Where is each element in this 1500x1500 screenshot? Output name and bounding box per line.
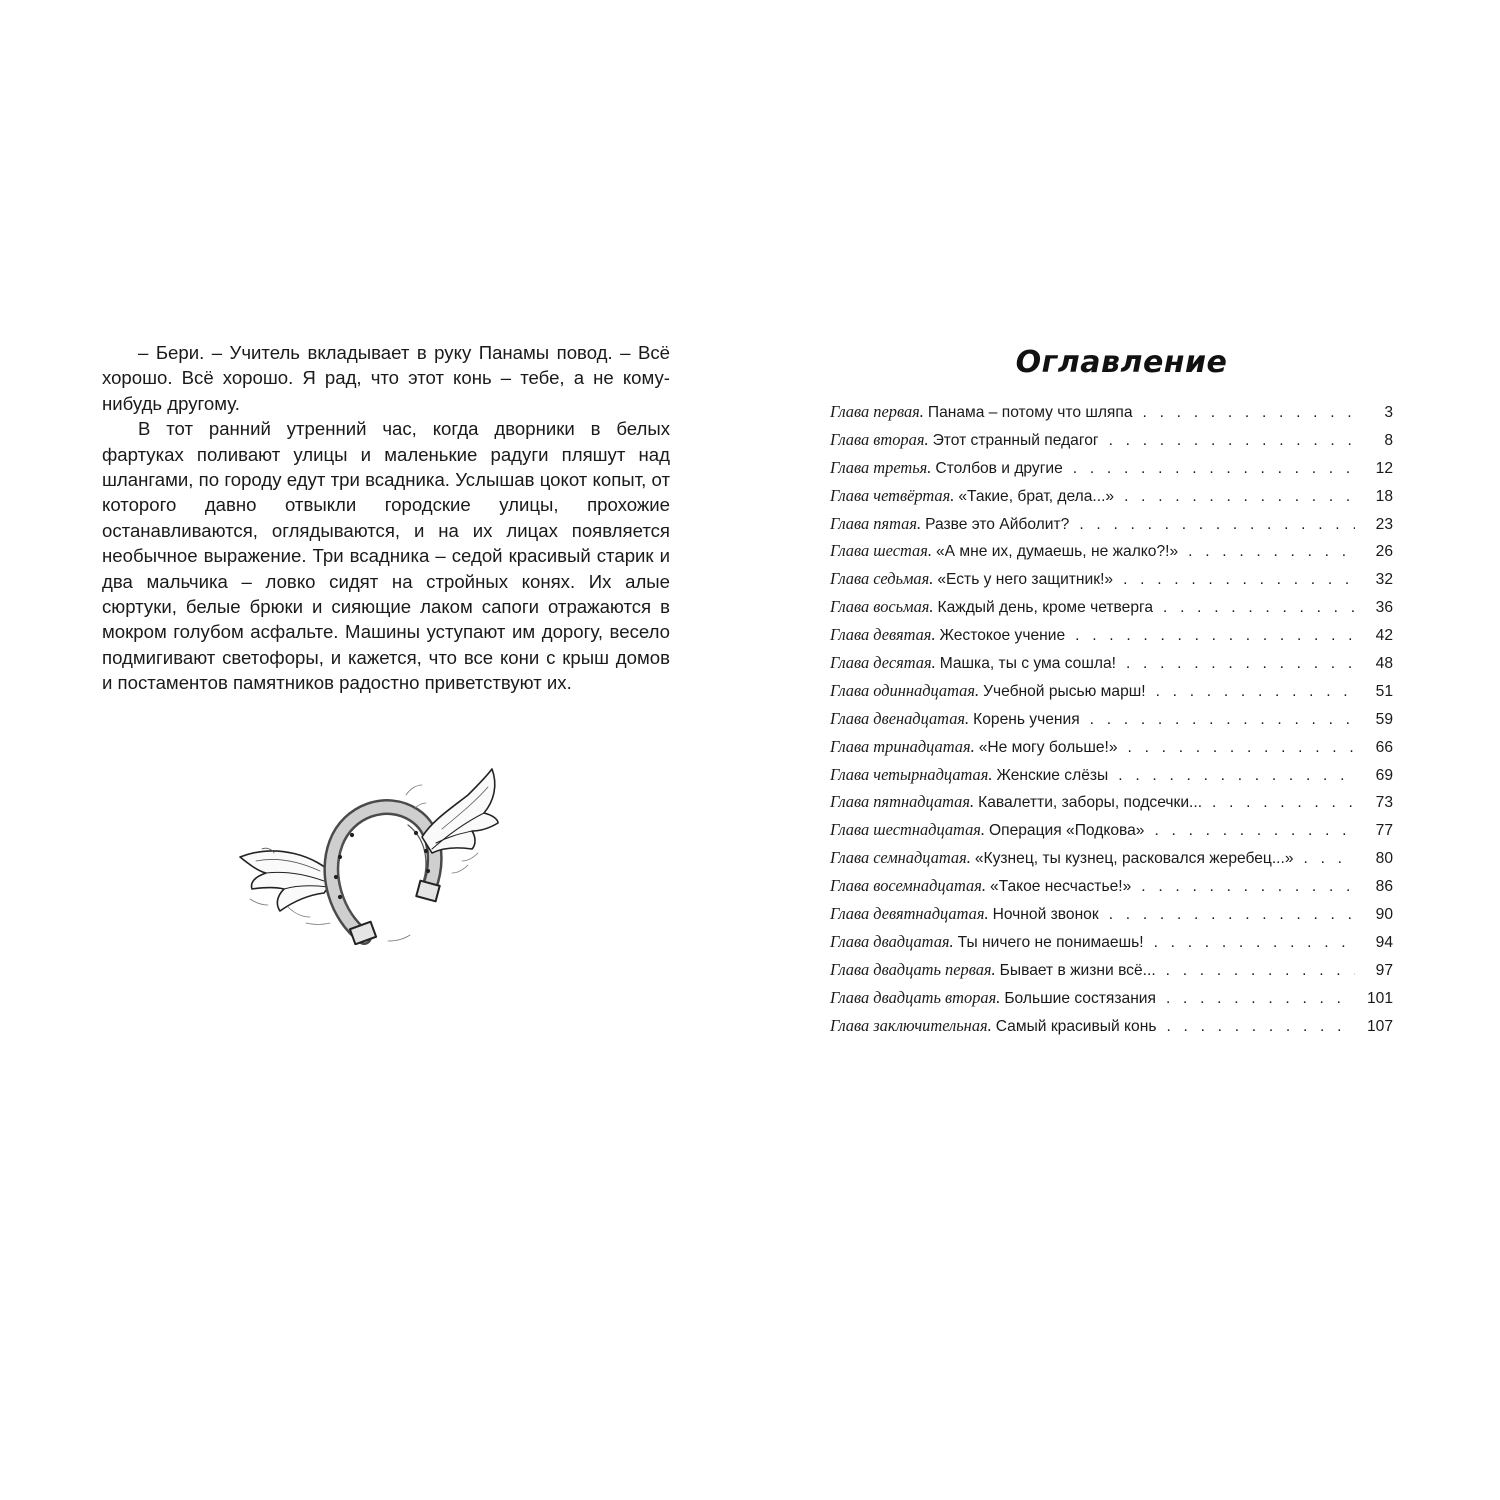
page-number: 97: [1375, 961, 1393, 979]
chapter-label-separator: .: [980, 820, 986, 840]
toc-entry: [830, 569, 1393, 597]
dot-leader: [1188, 543, 1355, 561]
toc-entry: [830, 876, 1393, 904]
toc-entry: [830, 709, 1393, 737]
toc-entry: [830, 932, 1393, 960]
left-page: [102, 340, 670, 696]
dot-leader: [1154, 934, 1355, 952]
chapter-title: Каждый день, кроме четверга: [937, 599, 1154, 617]
chapter-label-separator: .: [931, 625, 936, 645]
toc-entry: [830, 653, 1393, 681]
chapter-label: Глава пятая: [830, 513, 917, 533]
chapter-title: Ночной звонок: [992, 906, 1099, 924]
dot-leader: [1156, 683, 1355, 701]
dot-leader: [1075, 627, 1355, 645]
page-number: 94: [1375, 933, 1393, 951]
toc-entry: [830, 541, 1393, 569]
chapter-title: Панама – потому что шляпа: [927, 404, 1133, 421]
paragraph: В тот ранний утренний час, когда дворники в белых фартуках поливают улицы и маленькие радуги пляшут над шлангами, по городу едут три всадника. Услышав цокот копыт, от которого давно отвыкли городские улицы, прохожие останавливаются, оглядываются, и на их лицах появляется необычное выражение. Три всадника – седой красивый старик и два мальчика – ловко сидят на стройных конях. Их алые сюртуки, белые брюки и сияющие лаком сапоги отражаются в мокром голубом асфальте. Машины уступают им дорогу, весело подмигивают светофоры, и кажется, что все кони с крыш домов и постаментов памятников радостно приветствуют их.: [102, 418, 670, 694]
chapter-title: Жестокое учение: [939, 627, 1066, 645]
toc-entry: [830, 458, 1393, 486]
chapter-label-separator: .: [927, 457, 932, 477]
page-number: 73: [1375, 794, 1393, 812]
chapter-label-separator: .: [919, 402, 924, 421]
chapter-label: Глава одиннадцатая: [830, 680, 975, 700]
page-number: 18: [1375, 487, 1393, 505]
chapter-label: Глава семнадцатая: [830, 848, 967, 868]
chapter-title: Машка, ты с ума сошла!: [939, 655, 1116, 673]
chapter-label: Глава девятнадцатая: [830, 904, 985, 924]
toc-entry: [830, 402, 1393, 430]
chapter-label-separator: .: [927, 541, 932, 561]
chapter-label: Глава заключительная: [830, 1015, 988, 1035]
chapter-title: Корень учения: [973, 710, 1080, 728]
chapter-label: Глава вторая: [830, 429, 925, 449]
chapter-label-separator: .: [949, 931, 954, 951]
page-number: 36: [1375, 599, 1393, 617]
chapter-title: «Такое несчастье!»: [989, 878, 1132, 896]
toc-entry: [830, 988, 1393, 1016]
page-number: 48: [1375, 655, 1393, 673]
chapter-title: «Не могу больше!»: [978, 738, 1118, 756]
chapter-label-separator: .: [984, 904, 989, 924]
chapter-label-separator: .: [987, 1015, 992, 1035]
page-number: 107: [1366, 1017, 1393, 1035]
page-number: 3: [1384, 404, 1393, 421]
dot-leader: [1090, 711, 1355, 729]
dot-leader: [1079, 516, 1355, 534]
winged-horseshoe-illustration: [236, 765, 501, 945]
dot-leader: [1118, 767, 1355, 785]
page-number: 51: [1375, 682, 1393, 700]
chapter-label: Глава двадцатая: [830, 931, 950, 951]
chapter-label-separator: .: [929, 569, 934, 589]
left-wing: [240, 848, 336, 917]
chapter-label: Глава восемнадцатая: [830, 876, 982, 896]
dot-leader: [1073, 460, 1355, 478]
chapter-label: Глава двенадцатая: [830, 708, 966, 728]
toc-entry: [830, 792, 1393, 820]
toc-entry: [830, 820, 1393, 848]
chapter-label-separator: .: [991, 959, 996, 979]
toc-entry: [830, 430, 1393, 458]
chapter-title: Операция «Подкова»: [989, 822, 1145, 840]
chapter-label-separator: .: [916, 513, 922, 533]
dot-leader: [1126, 655, 1355, 673]
chapter-label-separator: .: [996, 987, 1001, 1007]
chapter-title: Женские слёзы: [996, 766, 1109, 784]
page-number: 101: [1366, 989, 1393, 1007]
dot-leader: [1163, 599, 1355, 617]
page-number: 12: [1375, 459, 1393, 477]
chapter-title: Разве это Айболит?: [925, 515, 1070, 533]
toc-title: Оглавление: [1015, 345, 1228, 380]
chapter-label-separator: .: [965, 708, 970, 728]
chapter-title: Самый красивый конь: [995, 1017, 1157, 1035]
page-number: 86: [1375, 878, 1393, 896]
toc-entry: [830, 625, 1393, 653]
page-number: 66: [1375, 738, 1393, 756]
dot-leader: [1212, 794, 1355, 812]
chapter-label: Глава первая: [830, 402, 920, 421]
page-number: 90: [1375, 906, 1393, 924]
chapter-title: Большие состязания: [1004, 989, 1156, 1007]
toc-entry: [830, 1016, 1393, 1044]
chapter-label-separator: .: [974, 680, 980, 700]
page-number: 80: [1375, 850, 1393, 868]
page-number: 32: [1375, 571, 1393, 589]
chapter-label-separator: .: [924, 429, 929, 449]
dot-leader: [1166, 990, 1355, 1008]
chapter-label: Глава двадцать первая: [830, 959, 992, 979]
chapter-title: Этот странный педагог: [932, 431, 1099, 449]
dot-leader: [1143, 404, 1356, 422]
chapter-label-separator: .: [931, 653, 936, 673]
chapter-label: Глава двадцать вторая: [830, 987, 997, 1007]
dot-leader: [1128, 739, 1355, 757]
chapter-label-separator: .: [950, 485, 955, 505]
dot-leader: [1109, 906, 1355, 924]
page-number: 69: [1375, 766, 1393, 784]
dot-leader: [1109, 432, 1355, 450]
chapter-title: Бывает в жизни всё...: [999, 961, 1156, 979]
dot-leader: [1166, 1018, 1355, 1036]
chapter-title: «Кузнец, ты кузнец, расковался жеребец...»: [974, 850, 1294, 868]
dot-leader: [1154, 822, 1355, 840]
toc-entry: [830, 848, 1393, 876]
right-page: [830, 345, 1393, 1043]
chapter-label: Глава десятая: [830, 653, 932, 673]
chapter-label-separator: .: [929, 597, 934, 617]
toc-entry: [830, 765, 1393, 793]
chapter-title: «Такие, брат, дела...»: [958, 487, 1115, 505]
page-number: 8: [1384, 431, 1393, 449]
chapter-label: Глава тринадцатая: [830, 736, 971, 756]
chapter-title: Учебной рысью марш!: [983, 682, 1146, 700]
page-number: 59: [1375, 710, 1393, 728]
chapter-label-separator: .: [966, 848, 971, 868]
chapter-label: Глава девятая: [830, 625, 932, 645]
chapter-label-separator: .: [988, 764, 993, 784]
page-number: 77: [1375, 822, 1393, 840]
toc-entry: [830, 737, 1393, 765]
chapter-title: Кавалетти, заборы, подсечки...: [978, 794, 1203, 812]
page-number: 42: [1375, 627, 1393, 645]
chapter-label: Глава восьмая: [830, 597, 930, 617]
chapter-label: Глава четырнадцатая: [830, 764, 989, 784]
chapter-label: Глава шестнадцатая: [830, 820, 981, 840]
toc-entry: [830, 486, 1393, 514]
chapter-label-separator: .: [970, 736, 975, 756]
chapter-label: Глава пятнадцатая: [830, 792, 971, 812]
toc-entry: [830, 904, 1393, 932]
chapter-label: Глава седьмая: [830, 569, 930, 589]
chapter-label-separator: .: [970, 792, 975, 812]
horseshoe: [331, 807, 439, 944]
dot-leader: [1124, 488, 1355, 506]
dot-leader: [1123, 571, 1355, 589]
prose-text: [102, 340, 670, 696]
paragraph: – Бери. – Учитель вкладывает в руку Панамы повод. – Всё хорошо. Всё хорошо. Я рад, что этот конь – тебе, а не кому-нибудь другому.: [102, 342, 670, 414]
toc-list: [830, 402, 1393, 1043]
chapter-label-separator: .: [981, 876, 986, 896]
dot-leader: [1141, 878, 1355, 896]
dot-leader: [1304, 850, 1355, 868]
chapter-title: «Есть у него защитник!»: [937, 571, 1114, 589]
page-number: 23: [1375, 515, 1393, 533]
toc-entry: [830, 597, 1393, 625]
chapter-title: Столбов и другие: [935, 459, 1063, 477]
chapter-label: Глава шестая: [830, 541, 928, 561]
toc-entry: [830, 960, 1393, 988]
chapter-title: Ты ничего не понимаешь!: [957, 933, 1144, 951]
dot-leader: [1166, 962, 1355, 980]
toc-entry: [830, 514, 1393, 542]
page-number: 26: [1375, 543, 1393, 561]
toc-entry: [830, 681, 1393, 709]
chapter-title: «А мне их, думаешь, не жалко?!»: [935, 543, 1179, 561]
chapter-label: Глава четвёртая: [830, 485, 951, 505]
chapter-label: Глава третья: [830, 457, 928, 477]
